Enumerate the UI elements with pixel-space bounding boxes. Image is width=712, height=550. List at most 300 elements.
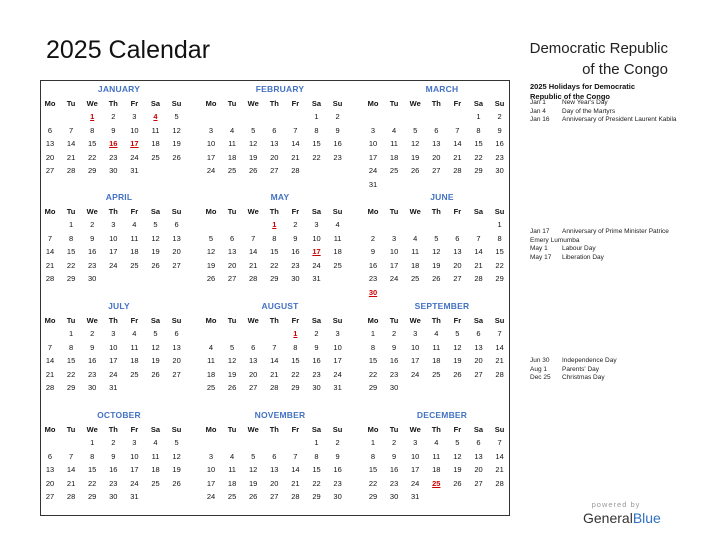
holidays-heading: 2025 Holidays for Democratic Republic of the Congo <box>530 82 636 101</box>
weekday-header: Fr <box>291 425 300 434</box>
day-cell: 19 <box>432 260 441 270</box>
weekday-header: Su <box>494 425 505 434</box>
day-cell: 5 <box>251 451 256 461</box>
day-cell: 29 <box>88 166 97 175</box>
day-cell: 1 <box>314 438 319 447</box>
weekday-header: We <box>86 425 98 434</box>
day-cell: 6 <box>174 329 179 338</box>
day-cell: 19 <box>206 260 216 270</box>
weekday-header: We <box>409 425 421 434</box>
day-cell: 11 <box>228 465 236 474</box>
day-cell: 20 <box>453 260 462 270</box>
holiday-name: Independence Day <box>562 357 617 364</box>
day-cell: 14 <box>45 247 55 256</box>
day-cell: 3 <box>132 112 137 121</box>
day-cell: 7 <box>69 125 74 135</box>
day-cell: 26 <box>172 152 181 162</box>
day-cell: 17 <box>389 260 399 270</box>
weekday-header: Mo <box>367 207 379 216</box>
weekday-header: Th <box>431 316 441 325</box>
day-cell: 15 <box>66 356 76 365</box>
month-march <box>367 84 517 192</box>
weekday-header: Su <box>171 99 182 108</box>
brand-logo[interactable] <box>583 510 661 526</box>
weekday-header: Th <box>269 425 279 434</box>
day-cell: 1 <box>497 220 502 229</box>
holiday-day-cell: 17 <box>130 139 139 148</box>
day-cell: 26 <box>411 166 420 175</box>
day-cell: 19 <box>227 369 237 379</box>
day-cell: 17 <box>130 465 139 474</box>
day-cell: 9 <box>111 125 116 135</box>
weekday-header: Tu <box>227 99 237 108</box>
day-cell: 25 <box>206 383 216 392</box>
weekday-header: Su <box>494 207 505 216</box>
day-cell: 3 <box>132 438 137 447</box>
day-cell: 18 <box>432 465 441 474</box>
month-august <box>205 301 355 409</box>
day-cell: 21 <box>495 465 504 474</box>
day-cell: 8 <box>90 451 95 461</box>
day-cell: 10 <box>333 342 342 352</box>
day-cell: 29 <box>495 274 504 283</box>
day-cell: 27 <box>432 166 441 175</box>
weekday-header: Th <box>269 99 279 108</box>
day-cell: 10 <box>130 451 139 461</box>
day-cell: 27 <box>249 383 258 392</box>
day-cell: 24 <box>130 152 139 162</box>
holiday-name: Christmas Day <box>562 374 605 381</box>
day-cell: 18 <box>389 152 399 162</box>
day-cell: 3 <box>413 329 418 338</box>
holiday-entry <box>530 374 680 383</box>
day-cell: 21 <box>66 152 76 162</box>
day-cell: 19 <box>151 356 160 365</box>
day-cell: 13 <box>474 451 483 461</box>
day-cell: 5 <box>174 438 179 447</box>
day-cell: 22 <box>270 260 279 270</box>
weekday-header: Tu <box>66 207 76 216</box>
day-cell: 26 <box>432 274 441 283</box>
month-name: NOVEMBER <box>254 410 306 420</box>
day-cell: 12 <box>206 247 216 256</box>
day-cell: 18 <box>432 356 441 365</box>
weekday-header: Mo <box>205 207 217 216</box>
month-january <box>44 84 194 192</box>
holiday-list-q2 <box>530 228 680 262</box>
day-cell: 23 <box>88 369 97 379</box>
day-cell: 4 <box>230 125 235 135</box>
day-cell: 20 <box>172 247 181 256</box>
day-cell: 25 <box>389 166 399 175</box>
day-cell: 16 <box>88 356 97 365</box>
day-cell: 23 <box>495 152 504 162</box>
day-cell: 2 <box>370 233 376 243</box>
day-cell: 17 <box>206 152 216 162</box>
day-cell: 18 <box>333 247 342 256</box>
day-cell: 6 <box>272 125 277 135</box>
day-cell: 24 <box>411 478 420 488</box>
day-cell: 15 <box>495 247 504 256</box>
weekday-header: Th <box>108 207 118 216</box>
day-cell: 15 <box>312 465 321 474</box>
day-cell: 14 <box>291 465 300 474</box>
weekday-header: Tu <box>389 316 399 325</box>
month-april <box>44 192 194 300</box>
day-cell: 19 <box>411 152 420 162</box>
day-cell: 8 <box>314 125 319 135</box>
day-cell: 9 <box>335 125 340 135</box>
day-cell: 11 <box>390 139 398 148</box>
day-cell: 17 <box>109 356 118 365</box>
month-december <box>367 410 517 518</box>
weekday-header: Su <box>494 99 505 108</box>
weekday-header: Sa <box>150 425 161 434</box>
day-cell: 16 <box>88 247 97 256</box>
weekday-header: Fr <box>453 99 462 108</box>
month-name: JULY <box>108 301 130 311</box>
day-cell: 2 <box>111 112 116 121</box>
weekday-header: Fr <box>130 425 139 434</box>
day-cell: 4 <box>230 451 235 461</box>
day-cell: 21 <box>453 152 462 162</box>
day-cell: 5 <box>251 125 256 135</box>
day-cell: 9 <box>90 233 95 243</box>
weekday-header: Mo <box>44 99 56 108</box>
day-cell: 10 <box>368 139 378 148</box>
day-cell: 22 <box>66 369 76 379</box>
day-cell: 24 <box>333 369 342 379</box>
day-cell: 10 <box>312 233 321 243</box>
month-name: AUGUST <box>261 301 299 311</box>
month-name: FEBRUARY <box>255 84 305 94</box>
day-cell: 18 <box>130 247 139 256</box>
day-cell: 30 <box>495 166 504 175</box>
day-cell: 26 <box>151 369 160 379</box>
weekday-header: Tu <box>227 425 237 434</box>
day-cell: 17 <box>411 356 420 365</box>
day-cell: 20 <box>45 478 55 488</box>
day-cell: 12 <box>432 247 441 256</box>
day-cell: 26 <box>151 260 160 270</box>
day-cell: 2 <box>392 438 397 447</box>
day-cell: 26 <box>227 383 237 392</box>
day-cell: 20 <box>45 152 55 162</box>
weekday-header: We <box>247 99 259 108</box>
day-cell: 12 <box>453 342 462 352</box>
day-cell: 13 <box>270 465 279 474</box>
day-cell: 8 <box>370 342 376 352</box>
holiday-date: Jan 1 <box>530 99 546 106</box>
day-cell: 26 <box>249 166 258 175</box>
day-cell: 1 <box>476 112 481 121</box>
day-cell: 16 <box>389 356 399 365</box>
weekday-header: Mo <box>367 316 379 325</box>
day-cell: 3 <box>208 451 214 461</box>
day-cell: 17 <box>109 247 118 256</box>
day-cell: 7 <box>293 125 298 135</box>
day-cell: 2 <box>293 220 298 229</box>
day-cell: 2 <box>497 112 502 121</box>
weekday-header: Th <box>269 316 279 325</box>
day-cell: 3 <box>314 220 319 229</box>
holiday-date: Jun 30 <box>530 357 550 364</box>
day-cell: 12 <box>411 139 420 148</box>
day-cell: 4 <box>434 438 439 447</box>
weekday-header: Tu <box>227 207 237 216</box>
holiday-day-cell: 16 <box>109 139 118 148</box>
day-cell: 8 <box>90 125 95 135</box>
day-cell: 13 <box>45 465 55 474</box>
holiday-date: Jan 17 <box>530 228 550 235</box>
day-cell: 30 <box>333 492 342 501</box>
day-cell: 5 <box>413 125 418 135</box>
day-cell: 19 <box>172 465 181 474</box>
day-cell: 29 <box>270 274 279 283</box>
day-cell: 27 <box>172 260 181 270</box>
day-cell: 9 <box>314 342 319 352</box>
day-cell: 6 <box>434 125 439 135</box>
day-cell: 15 <box>270 247 279 256</box>
day-cell: 21 <box>291 478 300 488</box>
holiday-date: Jan 4 <box>530 107 546 115</box>
day-cell: 22 <box>88 478 97 488</box>
day-cell: 10 <box>130 125 139 135</box>
day-cell: 6 <box>272 451 277 461</box>
day-cell: 24 <box>411 369 420 379</box>
weekday-header: Sa <box>311 207 322 216</box>
day-cell: 19 <box>249 152 258 162</box>
day-cell: 10 <box>411 451 420 461</box>
day-cell: 2 <box>111 438 116 447</box>
day-cell: 15 <box>474 139 483 148</box>
day-cell: 28 <box>495 369 504 379</box>
day-cell: 7 <box>272 342 277 352</box>
day-cell: 17 <box>206 478 216 488</box>
weekday-header: Su <box>332 99 343 108</box>
weekday-header: Tu <box>389 207 399 216</box>
holiday-day-cell: 1 <box>272 220 277 229</box>
day-cell: 24 <box>312 260 321 270</box>
day-cell: 11 <box>333 233 342 243</box>
day-cell: 12 <box>249 465 258 474</box>
day-cell: 13 <box>432 139 441 148</box>
weekday-header: Su <box>332 207 343 216</box>
day-cell: 25 <box>130 369 139 379</box>
month-name: SEPTEMBER <box>414 301 470 311</box>
day-cell: 22 <box>368 478 378 488</box>
day-cell: 27 <box>270 492 279 501</box>
page-title: 2025 Calendar <box>46 36 211 64</box>
day-cell: 19 <box>453 465 462 474</box>
month-name: MARCH <box>425 84 459 94</box>
weekday-header: Su <box>171 316 182 325</box>
day-cell: 23 <box>333 478 342 488</box>
day-cell: 20 <box>432 152 441 162</box>
holiday-name: Liberation Day <box>562 253 604 261</box>
holiday-entry <box>530 116 680 125</box>
day-cell: 12 <box>172 451 181 461</box>
day-cell: 18 <box>151 465 160 474</box>
weekday-header: Th <box>431 99 441 108</box>
day-cell: 27 <box>474 369 483 379</box>
day-cell: 11 <box>432 451 441 461</box>
day-cell: 16 <box>368 260 378 270</box>
day-cell: 30 <box>109 166 118 175</box>
day-cell: 18 <box>411 260 420 270</box>
day-cell: 6 <box>455 233 460 243</box>
day-cell: 29 <box>88 492 97 501</box>
day-cell: 5 <box>153 220 158 229</box>
day-cell: 21 <box>291 152 300 162</box>
day-cell: 10 <box>389 247 399 256</box>
holiday-entry <box>530 99 680 108</box>
day-cell: 19 <box>151 247 160 256</box>
day-cell: 1 <box>370 329 376 338</box>
weekday-header: Sa <box>150 99 161 108</box>
holiday-day-cell: 4 <box>153 112 158 121</box>
day-cell: 24 <box>109 260 118 270</box>
day-cell: 29 <box>66 383 76 392</box>
weekday-header: Sa <box>311 425 322 434</box>
weekday-header: We <box>247 316 259 325</box>
day-cell: 13 <box>453 247 462 256</box>
weekday-header: Sa <box>150 316 161 325</box>
weekday-header: Mo <box>205 425 217 434</box>
day-cell: 6 <box>174 220 179 229</box>
weekday-header: Fr <box>453 316 462 325</box>
day-cell: 8 <box>272 233 277 243</box>
day-cell: 9 <box>370 247 376 256</box>
day-cell: 28 <box>66 492 76 501</box>
weekday-header: We <box>86 99 98 108</box>
holiday-entry <box>530 366 680 375</box>
holiday-name: Day of the Martyrs <box>562 107 616 115</box>
day-cell: 3 <box>370 125 376 135</box>
day-cell: 29 <box>368 492 378 501</box>
day-cell: 21 <box>249 260 258 270</box>
holiday-entry <box>530 357 680 366</box>
holiday-date: May 1 <box>530 245 548 252</box>
day-cell: 27 <box>474 478 483 488</box>
holiday-name: Parents' Day <box>562 365 600 373</box>
month-name: OCTOBER <box>97 410 141 420</box>
day-cell: 18 <box>227 478 237 488</box>
month-name: JUNE <box>430 192 454 202</box>
day-cell: 14 <box>249 247 258 256</box>
day-cell: 5 <box>455 438 460 447</box>
day-cell: 28 <box>291 166 300 175</box>
holiday-day-cell: 1 <box>293 329 298 338</box>
weekday-header: Fr <box>453 207 462 216</box>
day-cell: 30 <box>389 492 399 501</box>
holiday-name: Anniversary of Prime Minister Patrice Emery Lumumba <box>530 228 669 244</box>
day-cell: 7 <box>251 233 256 243</box>
day-cell: 10 <box>109 342 118 352</box>
weekday-header: Tu <box>66 316 76 325</box>
day-cell: 14 <box>291 139 300 148</box>
day-cell: 11 <box>228 139 236 148</box>
day-cell: 27 <box>172 369 181 379</box>
day-cell: 27 <box>45 166 55 175</box>
day-cell: 2 <box>335 438 340 447</box>
day-cell: 11 <box>151 125 160 135</box>
day-cell: 24 <box>206 492 216 501</box>
day-cell: 4 <box>434 329 439 338</box>
day-cell: 4 <box>413 233 418 243</box>
weekday-header: Mo <box>205 316 217 325</box>
day-cell: 7 <box>47 342 53 352</box>
brand-part-a: General <box>583 510 633 526</box>
day-cell: 20 <box>474 356 483 365</box>
holiday-day-cell: 25 <box>432 478 441 488</box>
day-cell: 12 <box>151 342 160 352</box>
day-cell: 4 <box>392 125 397 135</box>
weekday-header: Tu <box>389 99 399 108</box>
day-cell: 20 <box>227 260 237 270</box>
holiday-list-q1 <box>530 99 680 125</box>
day-cell: 18 <box>206 369 216 379</box>
day-cell: 5 <box>174 112 179 121</box>
day-cell: 6 <box>476 438 481 447</box>
day-cell: 28 <box>66 166 76 175</box>
day-cell: 13 <box>45 139 55 148</box>
weekday-header: Mo <box>44 425 56 434</box>
day-cell: 19 <box>249 478 258 488</box>
day-cell: 14 <box>474 247 483 256</box>
day-cell: 23 <box>368 274 378 283</box>
day-cell: 22 <box>312 152 321 162</box>
weekday-header: We <box>409 316 421 325</box>
day-cell: 20 <box>474 465 483 474</box>
day-cell: 10 <box>206 465 216 474</box>
weekday-header: We <box>86 316 98 325</box>
day-cell: 3 <box>208 125 214 135</box>
day-cell: 24 <box>109 369 118 379</box>
weekday-header: Fr <box>130 207 139 216</box>
day-cell: 11 <box>432 342 441 352</box>
day-cell: 9 <box>111 451 116 461</box>
day-cell: 7 <box>476 233 481 243</box>
day-cell: 6 <box>47 125 53 135</box>
day-cell: 14 <box>453 139 462 148</box>
month-november <box>205 410 355 518</box>
day-cell: 16 <box>333 465 342 474</box>
holiday-entry <box>530 254 680 263</box>
day-cell: 12 <box>227 356 237 365</box>
weekday-header: Tu <box>66 425 76 434</box>
day-cell: 15 <box>88 139 97 148</box>
day-cell: 13 <box>249 356 258 365</box>
day-cell: 15 <box>66 247 76 256</box>
day-cell: 7 <box>497 329 502 338</box>
day-cell: 20 <box>270 478 279 488</box>
day-cell: 31 <box>411 492 420 501</box>
day-cell: 24 <box>368 166 378 175</box>
month-june <box>367 192 517 300</box>
day-cell: 31 <box>109 383 118 392</box>
day-cell: 10 <box>109 233 118 243</box>
day-cell: 16 <box>312 356 321 365</box>
day-cell: 6 <box>251 342 256 352</box>
day-cell: 23 <box>109 478 118 488</box>
day-cell: 17 <box>411 465 420 474</box>
holiday-name: Labour Day <box>562 245 596 252</box>
day-cell: 22 <box>368 369 378 379</box>
holiday-date: Aug 1 <box>530 365 547 373</box>
day-cell: 30 <box>291 274 300 283</box>
day-cell: 15 <box>312 139 321 148</box>
